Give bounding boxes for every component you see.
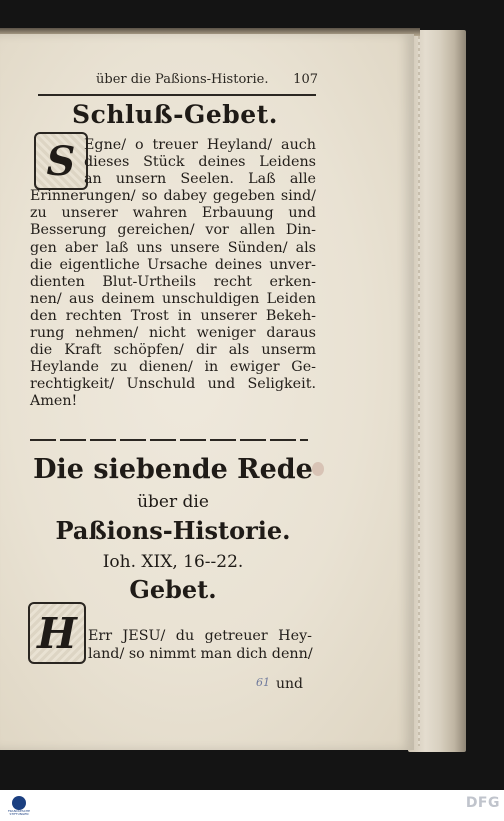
prayer-line: Egne/ o treuer Heyland/ auch (84, 137, 316, 153)
institution-logo[interactable] (4, 792, 34, 819)
prayer-line: gen aber laß uns unsere Sünden/ als (30, 239, 316, 256)
prayer-line: zu unserer wahren Erbauung und (30, 205, 316, 222)
dfg-logo[interactable]: DFG (465, 795, 500, 811)
prayer-text (30, 137, 316, 411)
section-divider (30, 439, 308, 441)
logo-emblem-icon (12, 796, 26, 810)
section-heading: Die siebende Rede (33, 454, 313, 485)
section-subheading: über die (137, 492, 209, 512)
prayer-line: die Kraft schöpfen/ dir als unserm (30, 342, 316, 359)
prayer-initial: S (34, 132, 88, 190)
prayer-title: Schluß-Gebet. (72, 100, 278, 129)
gebet-line: Err JESU/ du getreuer Hey- (88, 628, 312, 644)
header-rule (38, 94, 316, 96)
gebet-text (88, 628, 312, 663)
gebet-line: land/ so nimmt man dich denn/ (88, 645, 313, 662)
prayer-line: Besserung gereichen/ vor allen Din- (30, 222, 316, 239)
page-header (96, 72, 318, 92)
prayer-line: dieses Stück deines Leidens (84, 154, 316, 171)
pencil-annotation: 61 (256, 676, 270, 689)
prayer-line: Heylande zu dienen/ in ewiger Ge- (30, 359, 316, 376)
prayer-line: rung nehmen/ nicht weniger daraus (30, 325, 316, 342)
gebet-title: Gebet. (129, 575, 217, 604)
prayer-line: den rechten Trost in unserer Bekeh- (30, 307, 316, 324)
prayer-line: nen/ aus deinem unschuldigen Leiden (30, 290, 316, 307)
footer-bar (0, 790, 504, 821)
page-number: 107 (293, 72, 318, 87)
scripture-reference: Ioh. XIX, 16--22. (102, 552, 244, 572)
prayer-line: die eigentliche Ursache deines unver- (30, 256, 316, 273)
gebet-initial: H (28, 602, 86, 664)
catchword: und (276, 676, 303, 692)
running-head: über die Paßions-Historie. (96, 72, 269, 87)
prayer-line: rechtigkeit/ Unschuld und Seligkeit. (30, 376, 316, 393)
prayer-line: Erinnerungen/ so dabey gegeben sind/ (30, 188, 316, 205)
prayer-line: Amen! (30, 393, 78, 410)
book-edge (408, 30, 466, 752)
prayer-line: dienten Blut-Urtheils recht erken- (30, 273, 316, 290)
section-title: Paßions-Historie. (55, 516, 291, 545)
logo-text: FRANCKESCHE STIFTUNGEN (7, 808, 31, 816)
prayer-line: an unsern Seelen. Laß alle (84, 171, 316, 188)
